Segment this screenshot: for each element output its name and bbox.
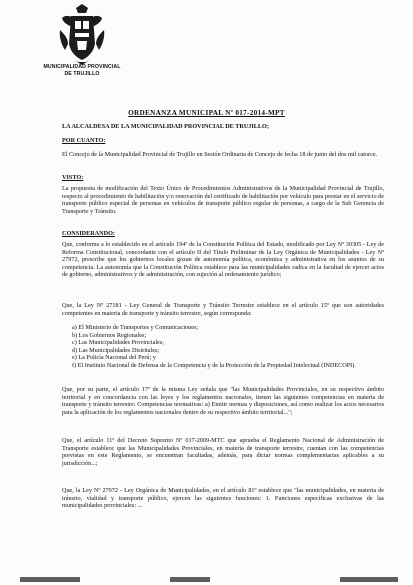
- list-item: e) La Policía Nacional del Perú; y: [72, 354, 156, 362]
- institution-name: [40, 64, 124, 77]
- visto-paragraph: La propuesta de modificación del Texto Único de Procedimientos Administrativos de la Municipalidad Provincial de Trujillo, respecto al procedimiento de habilitación y/o renovación del certificado de habilitación por vehículo para prestar en el servicio de transporte público especial de personas en vehículos de transporte público regular de personas, a cargo de la Sub Gerencia de Transporte y Tránsito.: [62, 185, 384, 215]
- concejo-paragraph: El Concejo de la Municipalidad Provincial de Trujillo en Sesión Ordinaria de Concejo de fecha 18 de junio del dos mil catorce.: [62, 151, 378, 158]
- footer-marks: [20, 572, 400, 582]
- institution-line: DE TRUJILLO: [64, 70, 100, 77]
- list-item: a) El Ministerio de Transportes y Comunicaciones;: [72, 324, 199, 331]
- considerando-paragraph-1: Que, conforme a lo establecido en el artículo 194º de la Constitución Política del Estado, modificado por Ley Nº 30305 - Ley de Reforma Constitucional, concordante con el artículo II del Título Preliminar de la Ley Orgánica de Municipalidades - Ley Nº 27972, prescribe que los gobiernos locales gozan de autonomía política, económica y administrativa en los asuntos de su competencia. La autonomía que la Constitución Política establece para las municipalidades radica en la facultad de ejercer actos de gobierno, administrativos y de administración, con sujeción al ordenamiento jurídico;: [62, 241, 384, 279]
- visto-heading: VISTO:: [62, 174, 84, 181]
- list-item: d) Las Municipalidades Distritales;: [72, 346, 160, 354]
- mayor-heading: LA ALCALDESA DE LA MUNICIPALIDAD PROVINCIAL DE TRUJILLO;: [62, 123, 269, 130]
- authorities-list: [72, 324, 372, 370]
- por-cuanto-heading: POR CUANTO:: [62, 137, 106, 144]
- list-item: c) Las Municipalidades Provinciales;: [72, 339, 164, 347]
- considerando-paragraph-3: Que, por su parte, el artículo 17º de la misma Ley señala que "las Municipalidades Provinciales, en su respectivo ámbito territorial y en concordancia con las leyes y los reglamentos nacionales, tienen las siguientes competencias en materia de transporte y tránsito terrestre: Competencias normativas: a) Emitir normas y disposiciones, así como realizar los actos necesarios para la aplicación de los reglamentos nacionales dentro de su respectivo ámbito territorial...";: [62, 386, 384, 416]
- considerando-paragraph-4: Que, el artículo 11º del Decreto Supremo Nº 017-2009-MTC que aprueba el Reglamento Nacional de Administración de Transporte establece que las Municipalidades Provinciales, en materia de transporte terrestre, cuentan con las competencias previstas en este Reglamento, se encuentran facultadas, además, para dictar normas complementarias aplicables a su jurisdicción...;: [62, 437, 384, 467]
- considerando-paragraph-2: Que, la Ley Nº 27181 - Ley General de Transporte y Tránsito Terrestre establece en el artículo 15º que son autoridades competentes en materia de transporte y tránsito terrestre, según corresponda:: [62, 302, 384, 317]
- list-item: f) El Instituto Nacional de Defensa de la Competencia y de la Protección de la Propiedad Intelectual (INDECOPI).: [72, 361, 356, 369]
- coat-of-arms-icon: [56, 4, 108, 66]
- list-item: b) Los Gobiernos Regionales;: [72, 331, 147, 339]
- institution-line: MUNICIPALIDAD PROVINCIAL: [43, 64, 121, 70]
- considerando-heading: CONSIDERANDO:: [62, 230, 115, 237]
- ordinance-title: ORDENANZA MUNICIPAL Nº 017-2014-MPT: [128, 109, 285, 117]
- considerando-paragraph-5: Que, la Ley Nº 27972 - Ley Orgánica de Municipalidades, en el artículo 81º establece que "las municipalidades, en materia de tránsito, vialidad y transporte público, ejercen las siguientes funciones: 1. Funciones específicas exclusivas de las municipalidades provinciales: ...: [62, 487, 384, 510]
